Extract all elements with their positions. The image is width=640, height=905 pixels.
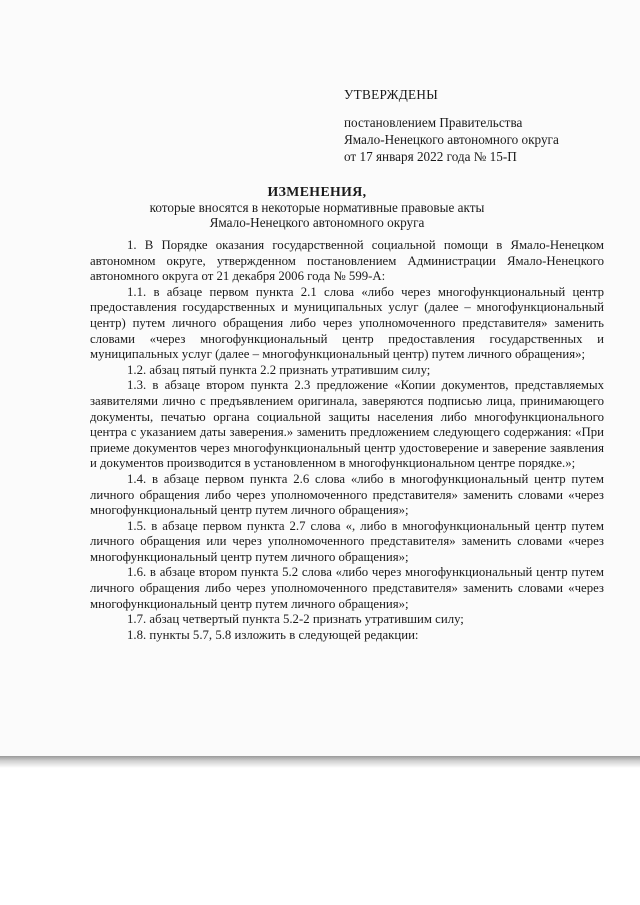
approval-heading: УТВЕРЖДЕНЫ bbox=[344, 87, 439, 102]
document-body bbox=[90, 238, 604, 643]
page-bottom-shadow bbox=[0, 756, 640, 768]
paragraph-1-7: 1.7. абзац четвертый пункта 5.2-2 признать утратившим силу; bbox=[127, 612, 464, 627]
paragraph-1-2: 1.2. абзац пятый пункта 2.2 признать утратившим силу; bbox=[127, 362, 431, 377]
approval-block bbox=[344, 86, 634, 165]
approval-line-1: постановлением Правительства bbox=[344, 115, 523, 130]
title-main: ИЗМЕНЕНИЯ, bbox=[267, 184, 367, 199]
paragraph-1: 1. В Порядке оказания государственной социальной помощи в Ямало-Ненецком автономном округе, утвержденном постановлением Администрации Ямало-Ненецкого автономного округа от 21 декабря 2006 года № 599-А: bbox=[90, 238, 604, 284]
paragraph-1-1: 1.1. в абзаце первом пункта 2.1 слова «либо через многофункциональный центр предоставления государственных и муниципальных услуг (далее – многофункциональный центр) путем личного обращения либо через уполномоченного представителя» заменить словами «через многофункциональный центр предоставления государственных и муниципальных услуг (далее – многофункциональный центр) путем личного обращения»; bbox=[90, 284, 604, 362]
approval-line-3: от 17 января 2022 года № 15-П bbox=[344, 149, 517, 164]
title-subtitle-2: Ямало-Ненецкого автономного округа bbox=[209, 215, 425, 230]
paragraph-1-6: 1.6. в абзаце втором пункта 5.2 слова «либо через многофункциональный центр путем личного обращения либо через уполномоченного представителя» заменить словами «через многофункциональный центр путем личного обращения»; bbox=[90, 565, 604, 611]
approval-line-2: Ямало-Ненецкого автономного округа bbox=[344, 132, 559, 147]
title-subtitle-1: которые вносятся в некоторые нормативные правовые акты bbox=[149, 199, 485, 215]
paragraph-1-3: 1.3. в абзаце втором пункта 2.3 предложение «Копии документов, представляемых заявителями лично с предъявлением оригинала, заверяются подписью лица, принимающего документы, печатью органа социальной защиты населения либо многофункционального центра с указанием даты заверения.» заменить предложением следующего содержания: «При приеме документов через многофункциональный центр удостоверение и заверение заявления и документов производится в установленном в многофункциональном центре порядке.»; bbox=[90, 378, 604, 471]
paragraph-1-8: 1.8. пункты 5.7, 5.8 изложить в следующей редакции: bbox=[127, 627, 419, 642]
paragraph-1-5: 1.5. в абзаце первом пункта 2.7 слова «, либо в многофункциональный центр путем личного обращения или через уполномоченного представителя» заменить словами «через многофункциональный центр путем личного обращения»; bbox=[90, 518, 604, 564]
document-title bbox=[90, 184, 544, 231]
paragraph-1-4: 1.4. в абзаце первом пункта 2.6 слова «либо в многофункциональный центр путем личного обращения либо через уполномоченного представителя» заменить словами «через многофункциональный центр путем личного обращения»; bbox=[90, 471, 604, 518]
